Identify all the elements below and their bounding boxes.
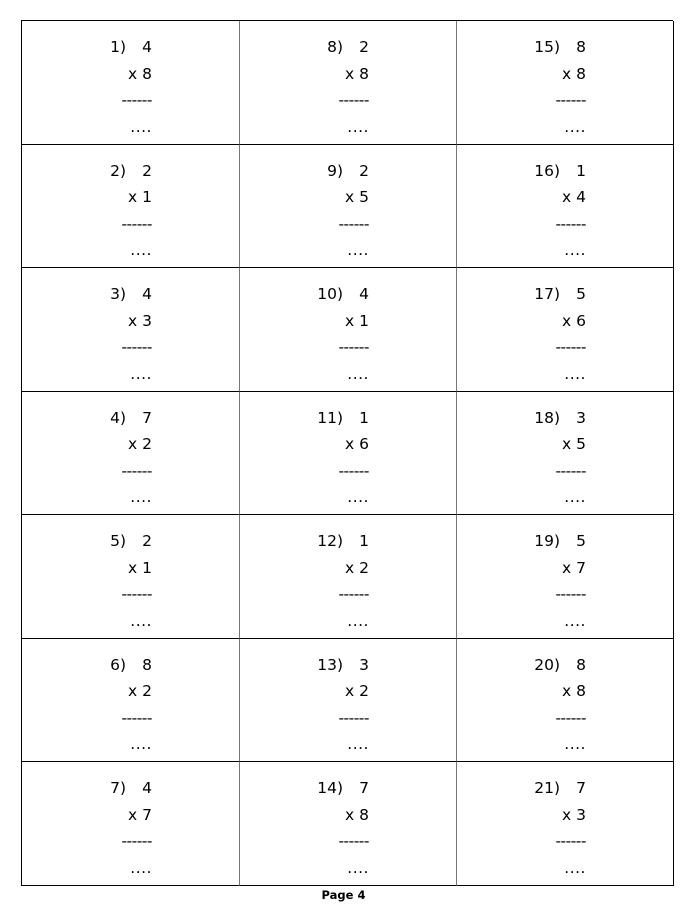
multiplier: x 2 [128,682,152,701]
multiplier: x 8 [562,682,586,701]
answer-blank: .... [130,488,152,507]
multiplier: x 5 [345,188,369,207]
answer-blank: .... [564,117,586,136]
multiplicand: 8 [576,655,586,674]
problem-cell [457,145,674,269]
answer-blank: .... [564,488,586,507]
problem-cell [240,268,457,392]
answer-rule: ------ [555,338,586,357]
answer-blank: .... [347,488,369,507]
problem [309,158,369,264]
problem-number: 11) [317,408,343,427]
answer-blank: .... [564,611,586,630]
answer-rule: ------ [121,708,152,727]
problem-cell [240,145,457,269]
problem [526,281,586,387]
problem [92,528,152,634]
problem [309,34,369,140]
multiplier: x 3 [562,805,586,824]
multiplicand: 7 [142,408,152,427]
multiplicand: 5 [576,532,586,551]
multiplicand: 3 [359,655,369,674]
multiplier: x 8 [128,64,152,83]
answer-rule: ------ [338,91,369,109]
problem-cell [457,762,674,886]
problem [526,652,586,758]
answer-rule: ------ [555,461,586,480]
problem [309,281,369,387]
answer-rule: ------ [338,214,369,233]
multiplier: x 2 [345,682,369,701]
answer-blank: .... [130,858,152,877]
multiplicand: 4 [142,285,152,304]
problem-number: 6) [110,655,126,674]
multiplier: x 1 [345,311,369,330]
multiplier: x 7 [562,558,586,577]
answer-blank: .... [564,735,586,754]
problem-number: 3) [110,285,126,304]
multiplier: x 1 [128,188,152,207]
answer-blank: .... [347,611,369,630]
problem-cell [22,21,240,145]
multiplication-worksheet-grid [21,20,673,886]
multiplier: x 6 [562,311,586,330]
problem-cell [240,515,457,639]
multiplicand: 2 [359,161,369,180]
problem [309,652,369,758]
problem-number: 14) [317,779,343,798]
answer-blank: .... [130,735,152,754]
problem [92,34,152,140]
problem-cell [22,145,240,269]
answer-rule: ------ [338,461,369,480]
multiplicand: 2 [142,532,152,551]
problem [526,34,586,140]
answer-rule: ------ [555,91,586,109]
answer-rule: ------ [555,832,586,851]
problem-number: 16) [534,161,560,180]
problem-number: 2) [110,161,126,180]
multiplier: x 4 [562,188,586,207]
problem [92,158,152,264]
multiplicand: 1 [576,161,586,180]
problem-cell [240,762,457,886]
problem [309,528,369,634]
problem-number: 15) [534,38,560,56]
problem-cell [22,392,240,516]
multiplicand: 1 [359,408,369,427]
answer-rule: ------ [121,832,152,851]
answer-blank: .... [347,858,369,877]
answer-blank: .... [130,117,152,136]
problem-cell [457,639,674,763]
problem-number: 21) [534,779,560,798]
multiplier: x 1 [128,558,152,577]
answer-rule: ------ [121,91,152,109]
multiplicand: 8 [576,38,586,56]
problem [92,281,152,387]
problem [92,405,152,511]
problem-number: 4) [110,408,126,427]
problem [526,775,586,881]
multiplier: x 8 [562,64,586,83]
problem-number: 1) [110,38,126,56]
answer-blank: .... [347,241,369,260]
answer-rule: ------ [338,708,369,727]
answer-blank: .... [347,364,369,383]
problem-cell [22,762,240,886]
page-number: Page 4 [321,888,366,902]
multiplier: x 3 [128,311,152,330]
problem-cell [22,639,240,763]
answer-rule: ------ [555,585,586,604]
problem [526,405,586,511]
problem [92,775,152,881]
multiplier: x 5 [562,435,586,454]
multiplicand: 2 [142,161,152,180]
answer-rule: ------ [555,708,586,727]
answer-blank: .... [130,611,152,630]
problem [92,652,152,758]
problem-cell [457,21,674,145]
problem [526,528,586,634]
problem-cell [22,515,240,639]
problem-cell [457,392,674,516]
answer-blank: .... [130,241,152,260]
answer-rule: ------ [121,585,152,604]
multiplier: x 7 [128,805,152,824]
multiplicand: 1 [359,532,369,551]
answer-rule: ------ [555,214,586,233]
multiplicand: 5 [576,285,586,304]
answer-blank: .... [347,735,369,754]
multiplier: x 2 [345,558,369,577]
answer-rule: ------ [338,832,369,851]
multiplier: x 2 [128,435,152,454]
problem-cell [457,515,674,639]
problem-cell [240,392,457,516]
answer-rule: ------ [121,461,152,480]
problem-number: 20) [534,655,560,674]
problem-number: 18) [534,408,560,427]
multiplier: x 6 [345,435,369,454]
answer-rule: ------ [338,585,369,604]
answer-blank: .... [564,858,586,877]
problem-number: 5) [110,532,126,551]
answer-blank: .... [130,364,152,383]
multiplicand: 4 [142,38,152,56]
problem-number: 17) [534,285,560,304]
multiplicand: 7 [576,779,586,798]
problem-number: 12) [317,532,343,551]
multiplicand: 2 [359,38,369,56]
problem-cell [22,268,240,392]
multiplicand: 4 [142,779,152,798]
answer-rule: ------ [121,338,152,357]
multiplicand: 4 [359,285,369,304]
answer-blank: .... [564,241,586,260]
problem-number: 8) [327,38,343,56]
multiplier: x 8 [345,64,369,83]
problem-cell [240,21,457,145]
answer-rule: ------ [338,338,369,357]
multiplicand: 7 [359,779,369,798]
problem [309,405,369,511]
problem-number: 7) [110,779,126,798]
problem-number: 13) [317,655,343,674]
problem [526,158,586,264]
answer-rule: ------ [121,214,152,233]
problem-number: 10) [317,285,343,304]
problem-cell [240,639,457,763]
multiplier: x 8 [345,805,369,824]
problem-cell [457,268,674,392]
answer-blank: .... [564,364,586,383]
multiplicand: 8 [142,655,152,674]
answer-blank: .... [347,117,369,136]
problem-number: 9) [327,161,343,180]
multiplicand: 3 [576,408,586,427]
problem [309,775,369,881]
problem-number: 19) [534,532,560,551]
